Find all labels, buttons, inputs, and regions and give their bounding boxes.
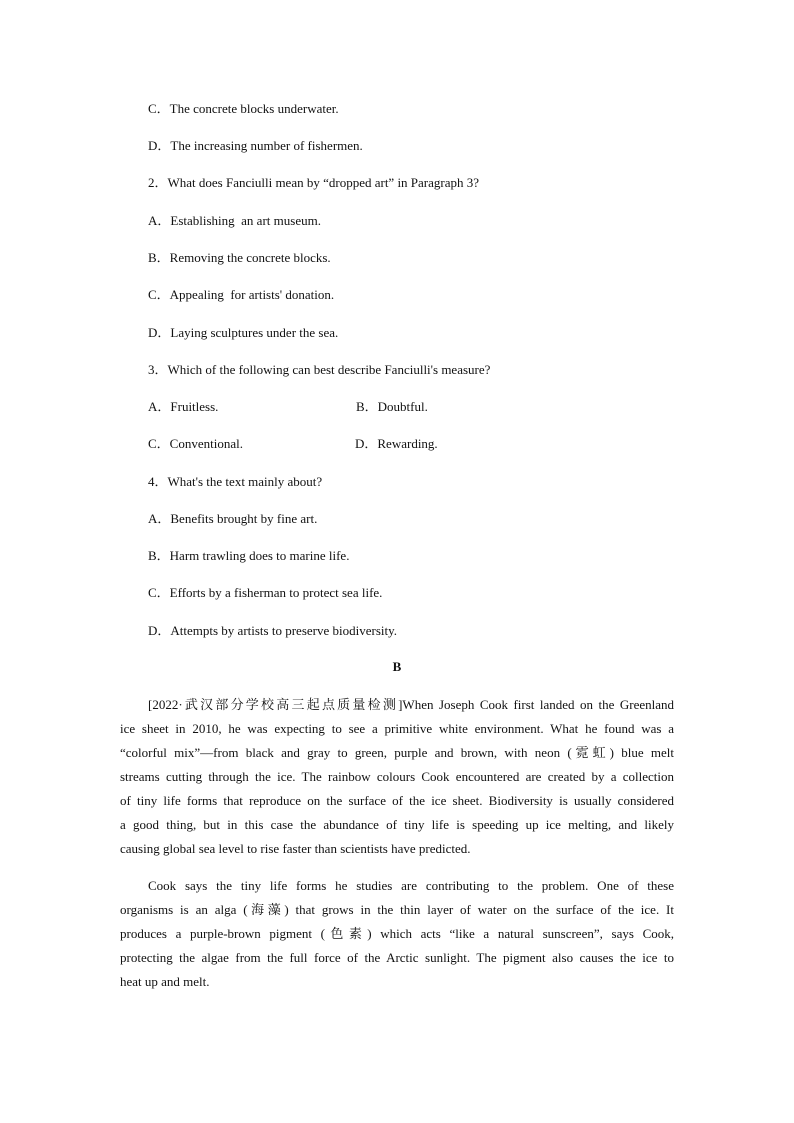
text-line: heat up and melt. — [120, 974, 210, 989]
option-c: C．The concrete blocks underwater. — [148, 101, 339, 116]
text-line: streams cutting through the ice. The rainbow colours Cook encountered are created by a collection — [120, 769, 674, 784]
option-b: B．Removing the concrete blocks. — [148, 250, 331, 265]
option-d: D．Attempts by artists to preserve biodiversity. — [148, 623, 398, 638]
option-a: A．Fruitless. — [148, 399, 219, 414]
option-b: B．Doubtful. — [356, 399, 428, 414]
text-line: a good thing, but in this case the abundance of tiny life is speeding up ice melting, and likely — [120, 817, 674, 832]
option-c: C．Conventional. — [148, 436, 243, 451]
question-4: 4．What's the text mainly about? — [148, 474, 323, 489]
text-line: [2022·武汉部分学校高三起点质量检测]When Joseph Cook first landed on the Greenland — [148, 697, 674, 712]
text-line: protecting the algae from the full force of the Arctic sunlight. The pigment also causes the ice to — [120, 950, 674, 965]
section-title: B — [392, 659, 402, 674]
text-line: organisms is an alga (海藻) that grows in the thin layer of water on the surface of the ice. It — [120, 902, 674, 917]
text-line: produces a purple-brown pigment (色素) which acts “like a natural sunscreen”, says Cook, — [120, 926, 674, 941]
passage-paragraph-1 — [120, 697, 674, 865]
text-line: ice sheet in 2010, he was expecting to see a primitive white environment. What he found was a — [120, 721, 674, 736]
text-line: of tiny life forms that reproduce on the surface of the ice sheet. Biodiversity is usually considered — [120, 793, 674, 808]
text-line: Cook says the tiny life forms he studies are contributing to the problem. One of these — [148, 878, 674, 893]
option-c: C．Appealing for artists' donation. — [148, 287, 335, 302]
option-a: A．Benefits brought by fine art. — [148, 511, 318, 526]
option-c: C．Efforts by a fisherman to protect sea life. — [148, 585, 383, 600]
text-line: causing global sea level to rise faster than scientists have predicted. — [120, 841, 471, 856]
option-d: D．Laying sculptures under the sea. — [148, 325, 339, 340]
question-2: 2．What does Fanciulli mean by “dropped art” in Paragraph 3? — [148, 175, 480, 190]
passage-paragraph-2 — [120, 878, 674, 998]
option-a: A．Establishing an art museum. — [148, 213, 321, 228]
option-d: D．The increasing number of fishermen. — [148, 138, 363, 153]
option-b: B．Harm trawling does to marine life. — [148, 548, 350, 563]
option-d: D．Rewarding. — [355, 436, 438, 451]
text-line: “colorful mix”—from black and gray to green, purple and brown, with neon (霓虹) blue melt — [120, 745, 674, 760]
question-3: 3．Which of the following can best describe Fanciulli's measure? — [148, 362, 491, 377]
